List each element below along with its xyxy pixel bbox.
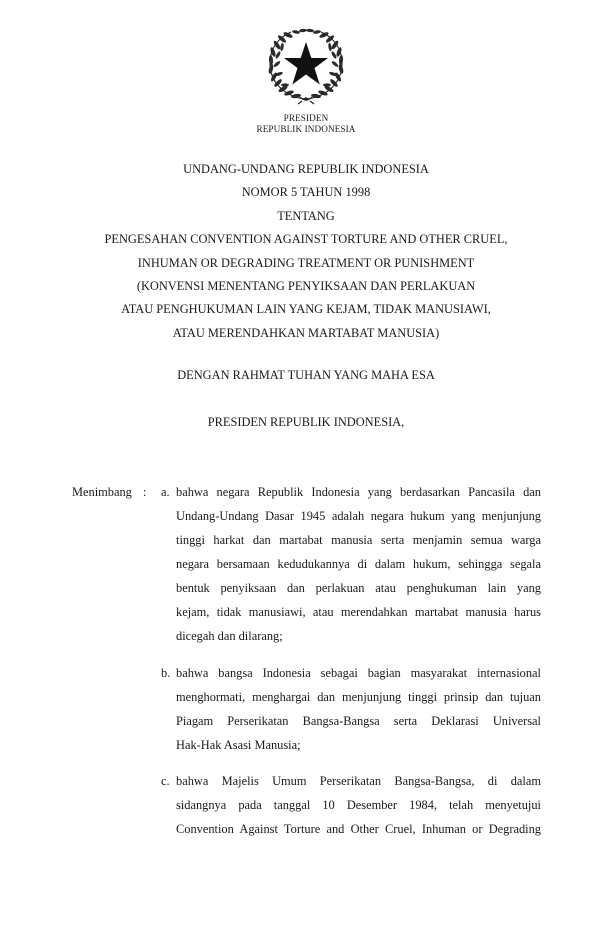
item-marker: a. [161,485,170,499]
item-text [176,480,541,648]
item-text [176,661,541,757]
title-line-4: PENGESAHAN CONVENTION AGAINST TORTURE AND OTHER CRUEL, [104,232,508,247]
title-line-3: TENTANG [277,208,335,223]
considering-label: Menimbang [72,485,132,499]
item-line: Hak-Hak Asasi Manusia; [176,738,301,752]
title-line-6: (KONVENSI MENENTANG PENYIKSAAN DAN PERLAKUAN [136,279,476,294]
item-line: Convention Against Torture and Other Cruel, Inhuman or Degrading [176,822,541,836]
item-line: bahwa Majelis Umum Perserikatan Bangsa-Bangsa, di dalam [176,774,541,788]
item-marker: b. [161,666,171,680]
item-marker: c. [161,774,170,788]
item-line: Piagam Perserikatan Bangsa-Bangsa serta Deklarasi Universal [176,714,541,728]
considering-colon: : [143,485,147,499]
item-line: kejam, tidak manusiawi, atau merendahkan martabat manusia harus [176,605,541,619]
title-line-1: UNDANG-UNDANG REPUBLIK INDONESIA [183,162,429,176]
item-line: tinggi harkat dan martabat manusia serta menjamin semua warga [176,533,541,547]
invocation: DENGAN RAHMAT TUHAN YANG MAHA ESA [177,368,435,382]
title-line-8: ATAU MERENDAHKAN MARTABAT MANUSIA) [172,325,440,340]
title-line-7: ATAU PENGHUKUMAN LAIN YANG KEJAM, TIDAK MANUSIAWI, [121,302,491,317]
item-line: bahwa negara Republik Indonesia yang berdasarkan Pancasila dan [176,485,541,499]
item-line: bahwa bangsa Indonesia sebagai bagian masyarakat internasional [176,666,541,680]
letterhead [0,113,612,134]
issuer: PRESIDEN REPUBLIK INDONESIA, [207,415,405,429]
item-line: menghormati, menghargai dan menjunjung tinggi prinsip dan tujuan [176,690,541,704]
title-line-5: INHUMAN OR DEGRADING TREATMENT OR PUNISHMENT [137,255,475,270]
title-line-2: NOMOR 5 TAHUN 1998 [241,185,371,200]
item-line: dicegah dan dilarang; [176,629,283,643]
letterhead-line-2: REPUBLIK INDONESIA [256,123,356,134]
item-line: bentuk penyiksaan dan perlakuan atau penghukuman lain yang [176,581,541,595]
letterhead-line-1: PRESIDEN [283,113,329,123]
state-emblem-icon [265,27,347,105]
item-line: negara bersamaan kedudukannya di dalam hukum, sehingga segala [176,557,541,571]
item-line: sidangnya pada tanggal 10 Desember 1984, telah menyetujui [176,798,541,812]
document-title [0,158,612,345]
item-line: Undang-Undang Dasar 1945 adalah negara hukum yang menjunjung [176,509,541,523]
item-text [176,769,541,841]
